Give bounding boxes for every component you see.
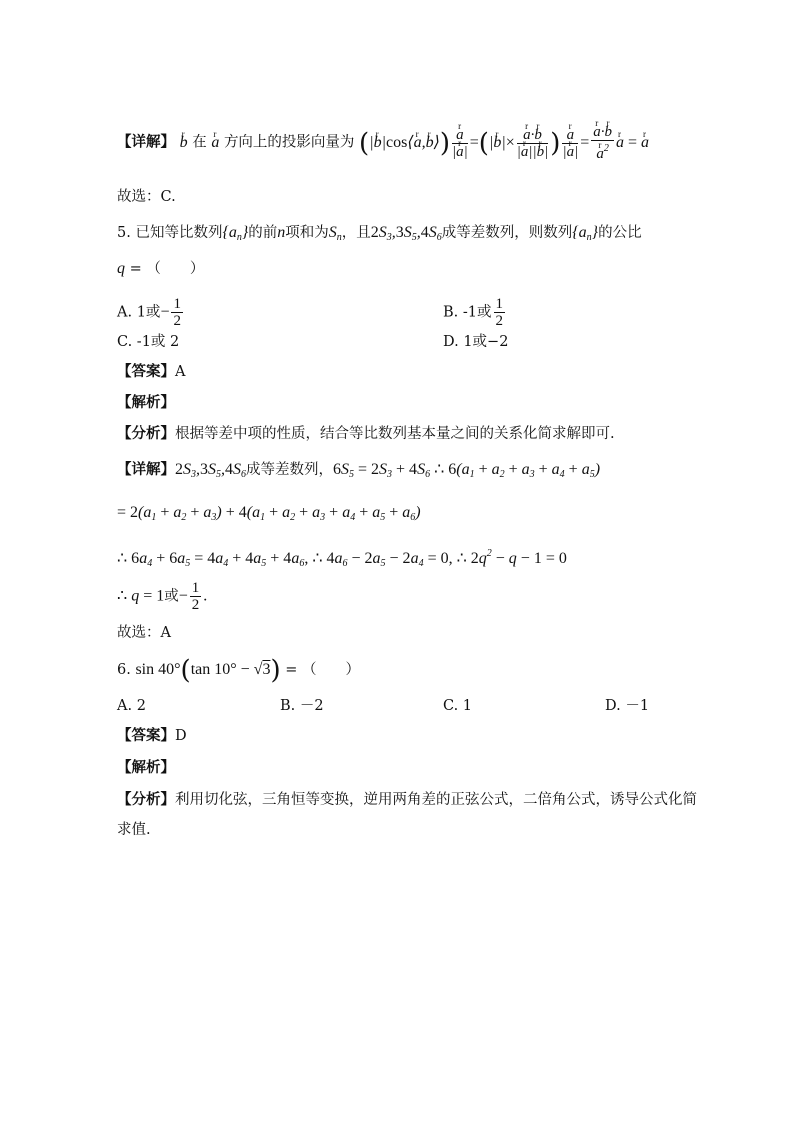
q5-text-b: 的前 (248, 225, 278, 241)
terms: $2S_3,3S_5,4S_6$ (175, 461, 246, 480)
q5-text-c: 项和为 (285, 225, 329, 241)
q5-text-e: 成等差数列，则数列 (441, 225, 573, 241)
vector-b: r b (180, 134, 188, 151)
q5-analysis-tag: 【解析】 (117, 394, 175, 411)
fenxi-text: 根据等差中项的性质，结合等比数列基本量之间的关系化简求解即可. (175, 426, 615, 442)
fraction-one-half: $\frac{1}{2}$ (495, 296, 503, 329)
q6-expression: sin 40°(tan 10° − √3) (135, 655, 281, 686)
option-label: C. (117, 334, 133, 350)
q5-option-c (117, 332, 179, 352)
option-label: C. (443, 698, 459, 714)
therefore-q: ∴ q = 1 (117, 587, 165, 605)
fenxi-text: 利用切化弦，三角恒等变换，逆用两角差的正弦公式，二倍角公式，诱导公式化简 (175, 792, 697, 808)
sum-sn: $S_n$ (328, 224, 342, 243)
q5-option-d (443, 332, 508, 352)
option-text: －1 (625, 698, 650, 714)
q5-xiangjie-line1 (117, 460, 600, 485)
q5-text-f: 的公比 (598, 225, 642, 241)
q6-option-a (117, 696, 146, 716)
option-text: 2 (136, 698, 146, 714)
q6-answer (117, 726, 187, 746)
or-text: 或 (164, 588, 179, 605)
fraction-one-half: $\frac{1}{2}$ (191, 580, 200, 613)
option-text: -1或 (462, 304, 492, 321)
text-zai: 在 (192, 134, 207, 151)
projection-text: 方向上的投影向量为 (223, 134, 355, 151)
q5-paren: = （ ） (125, 261, 205, 277)
fraction-one-half: $\frac{1}{2}$ (173, 296, 181, 329)
answer-value: D (175, 728, 187, 744)
q6-option-b (280, 696, 324, 716)
q6-number: 6. (117, 662, 131, 678)
q6-fenxi-line2: 求值. (117, 822, 151, 838)
answer-tag: 【答案】 (117, 363, 175, 380)
option-label: B. (280, 698, 296, 714)
answer-value: A (175, 364, 186, 380)
option-label: A. (117, 698, 133, 714)
q5-stem-line1 (117, 223, 642, 248)
option-label: D. (605, 698, 621, 714)
answer-tag: 【答案】 (117, 727, 175, 744)
option-label: D. (443, 334, 459, 350)
terms-2s3-3s5-4s6: $2S_3,3S_5,4S_6$ (370, 224, 442, 243)
q5-answer (117, 362, 185, 382)
q6-stem (117, 655, 360, 686)
fenxi-tag: 【分析】 (117, 791, 175, 808)
option-text: 1 (462, 698, 473, 714)
seq-an-2: $\{a_n\}$ (572, 224, 599, 243)
q5-fenxi (117, 424, 615, 444)
equation-1: $6S_5 = 2S_3 + 4S_6$ ∴ $6(a_1 + a_2 + a_3 + a_4 + a_5)$ (333, 461, 601, 480)
choice-c-line: 故选：C. (117, 189, 176, 205)
q5-option-b (443, 296, 507, 329)
q5-text-a: 5. 已知等比数列 (117, 225, 223, 241)
xiangjie-tag: 【详解】 (117, 133, 175, 151)
q6-option-c (443, 696, 472, 716)
xiangjie-tag: 【详解】 (117, 461, 175, 478)
projection-formula: (|r b|cos⟨r a,r b⟩) r $\frac{a}{\text{|r a|}}$ =(|r b|× r $\frac{\text{a·r b}}{\text{|r a||r b|}}$ ) r $\frac{a}{\text{|r a|}}$ = r a·r b r $a^2$ r a = r a (359, 134, 649, 151)
seq-an: $\{a_n\}$ (222, 224, 249, 243)
q5-xiangjie-line4: ∴ q = 1或− $\frac{1}{2}$ . (117, 580, 208, 613)
q6-paren: = （ ） (280, 662, 360, 678)
q6-option-d (605, 696, 649, 716)
q5-xiangjie-line3: ∴ $6a_4 + 6a_5 = 4a_4 + 4a_5 + 4a_6$, ∴ $4a_6 - 2a_5 - 2a_4 = 0$, ∴ $2q^2 - q - 1 = 0$ (117, 548, 567, 569)
q5-text-d: ，且 (341, 225, 371, 241)
vector-a: r a (211, 134, 219, 151)
option-text: －2 (299, 698, 324, 714)
option-text: 1或 (136, 304, 161, 321)
q6-fenxi-line1 (117, 790, 697, 810)
fenxi-tag: 【分析】 (117, 425, 175, 442)
var-q: q (117, 260, 125, 277)
option-label: A. (117, 304, 133, 321)
q5-choice: 故选：A (117, 625, 171, 641)
q5-xiangjie-line2: = $2(a_1 + a_2 + a_3) + 4(a_1 + a_2 + a_3 + a_4 + a_5 + a_6)$ (117, 504, 421, 523)
q6-analysis-tag: 【解析】 (117, 759, 175, 776)
option-text: 1或−2 (463, 334, 509, 350)
q5-option-a: A. 1或− $\frac{1}{2}$ (117, 296, 181, 329)
var-n: n (277, 224, 286, 241)
q5-stem-line2 (117, 259, 204, 279)
option-label: B. (443, 304, 459, 321)
solution-line-projection (117, 124, 649, 162)
xiangjie-text: 成等差数列， (246, 462, 333, 478)
option-text: -1或 2 (136, 334, 180, 350)
